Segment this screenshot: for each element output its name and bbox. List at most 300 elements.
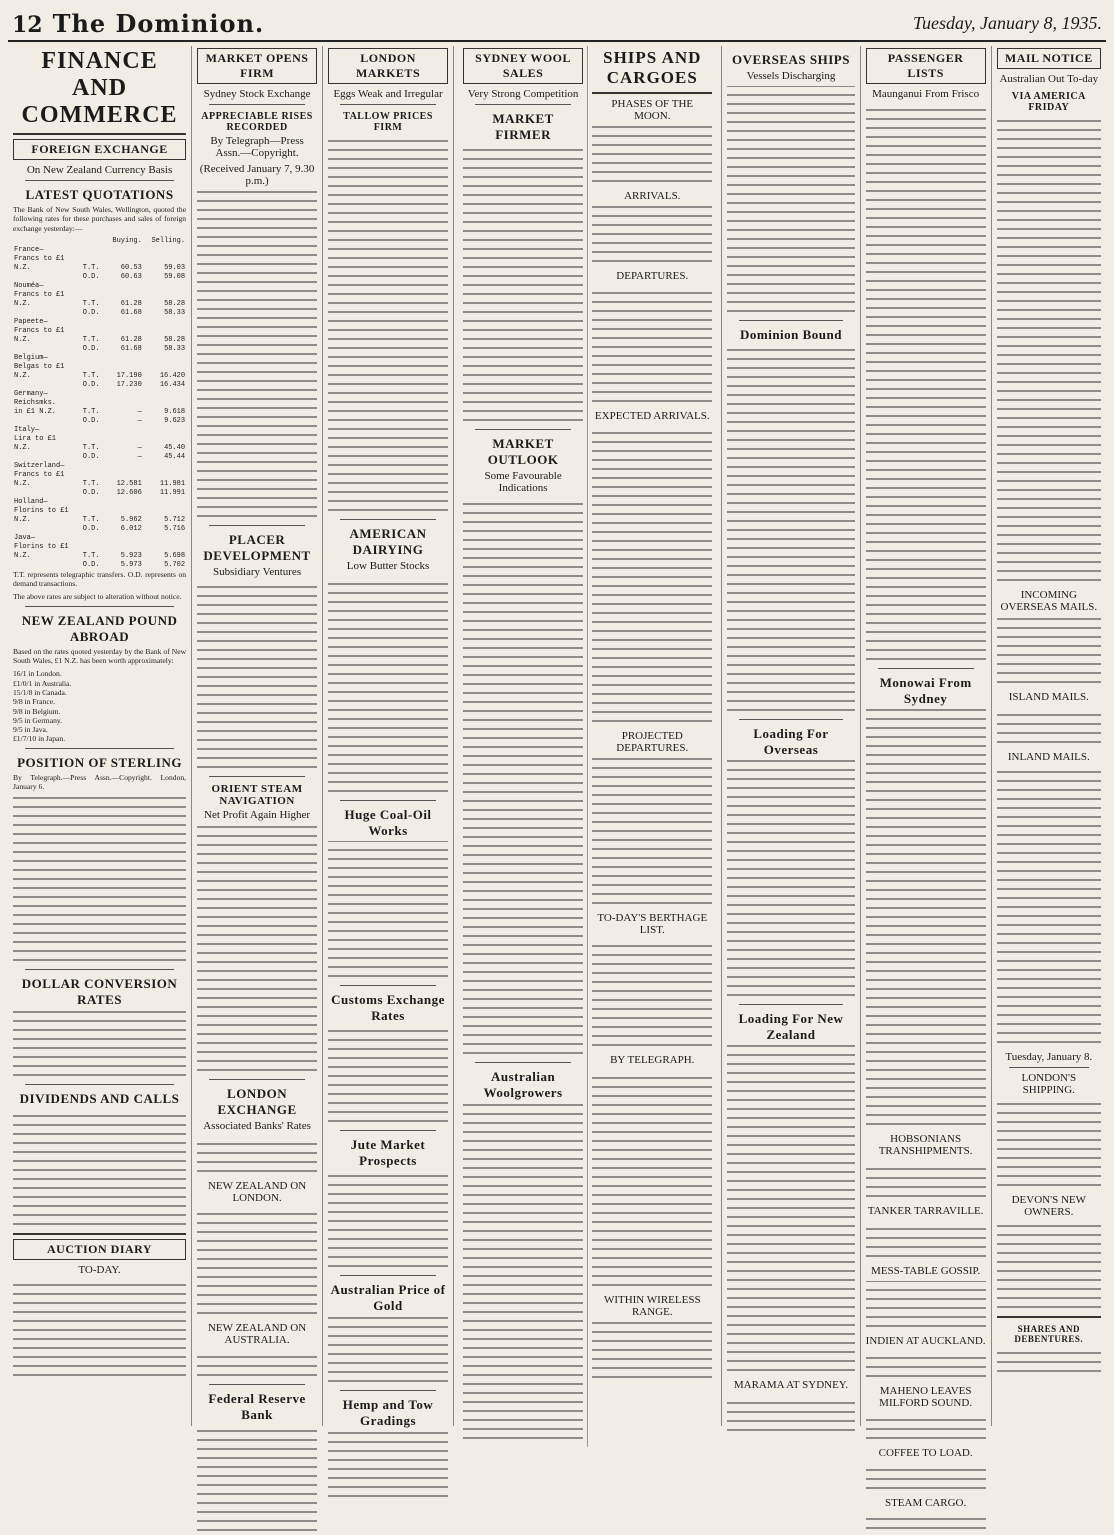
fx-cell: 5.712 — [164, 515, 186, 524]
fx-cell: Nouméa— — [14, 281, 44, 290]
fx-row — [13, 327, 186, 336]
tuesday-line: Tuesday, January 8. — [1005, 1051, 1093, 1063]
fx-cell: Francs to £1 — [14, 326, 65, 335]
dollar-title: DOLLAR CONVERSION RATES — [21, 976, 178, 1008]
fx-row — [13, 318, 186, 327]
fx-cell: 12.581 — [116, 479, 142, 488]
fx-row — [13, 417, 186, 426]
fx-cell — [143, 471, 186, 480]
fx-cell — [13, 309, 82, 318]
fx-cell: O.D. — [82, 560, 100, 569]
fx-cell: N.Z. — [14, 479, 31, 488]
marama-text — [727, 1395, 854, 1435]
fx-cell: O.D. — [82, 380, 100, 389]
fx-cell — [82, 399, 105, 408]
fx-cell: 6.012 — [120, 524, 142, 533]
federal-text — [197, 1425, 317, 1535]
placer-sub: Subsidiary Ventures — [213, 566, 302, 578]
fx-cell: — — [137, 443, 142, 452]
subcol-ships — [588, 46, 716, 1447]
via-america-title: VIA AMERICA FRIDAY — [1011, 91, 1086, 113]
expected-text — [592, 426, 712, 726]
departures-head: DEPARTURES. — [616, 270, 689, 282]
fx-cell — [105, 507, 143, 516]
fx-cell — [82, 534, 105, 543]
fx-cell: 5.716 — [164, 524, 186, 533]
column-market — [192, 46, 323, 1426]
fx-row — [13, 543, 186, 552]
fx-cell — [13, 489, 82, 498]
fx-row — [13, 282, 186, 291]
fx-row — [13, 435, 186, 444]
moon-table — [592, 126, 712, 186]
fx-row — [13, 552, 186, 561]
fx-cell — [82, 390, 105, 399]
fx-cell: O.D. — [82, 272, 100, 281]
indien-head: INDIEN AT AUCKLAND. — [865, 1335, 986, 1347]
telegraph-text — [592, 1070, 712, 1290]
fx-cell — [82, 246, 105, 255]
nz-aus-table — [197, 1350, 317, 1380]
fx-cell: Florins to £1 — [14, 506, 69, 515]
subcol-wool — [459, 46, 588, 1447]
departures-text — [592, 286, 712, 406]
fx-row — [13, 300, 186, 309]
fx-cell: France— — [14, 245, 44, 254]
dominion-bound-text — [727, 345, 854, 715]
fx-cell: 60.63 — [120, 272, 142, 281]
fx-cell — [143, 498, 186, 507]
column-london-markets — [323, 46, 454, 1426]
fx-row — [13, 462, 186, 471]
fx-row — [13, 336, 186, 345]
hemp-text — [328, 1431, 448, 1501]
nz-london-head: NEW ZEALAND ON LONDON. — [207, 1180, 307, 1204]
fx-subtitle: On New Zealand Currency Basis — [26, 164, 173, 176]
gossip-head: MESS-TABLE GOSSIP. — [871, 1265, 981, 1277]
auction-sub: TO-DAY. — [78, 1264, 121, 1277]
fx-row — [13, 372, 186, 381]
federal-title: Federal Reserve Bank — [208, 1391, 306, 1422]
sterling-title: POSITION OF STERLING — [17, 754, 182, 770]
fx-cell: N.Z. — [14, 443, 31, 452]
sterling-table — [13, 795, 186, 965]
overseas-sub: Vessels Discharging — [746, 70, 836, 82]
placer-title: PLACER DEVELOPMENT — [203, 532, 311, 563]
fx-cell: N.Z. — [14, 335, 31, 344]
loading-nz-text — [727, 1045, 854, 1375]
gold-title: Australian Price of Gold — [330, 1282, 446, 1313]
fx-cell: in £1 N.Z. — [14, 407, 57, 416]
issue-date: Tuesday, January 8, 1935. — [913, 12, 1102, 33]
dividends-title: DIVIDENDS AND CALLS — [19, 1091, 180, 1107]
fx-cell: Francs to £1 — [14, 470, 65, 479]
fx-cell — [105, 543, 143, 552]
fx-cell — [13, 561, 82, 570]
hemp-title: Hemp and Tow Gradings — [342, 1397, 434, 1428]
tallow-title: TALLOW PRICES FIRM — [343, 111, 433, 133]
fx-cell — [105, 318, 143, 327]
fx-cell: N.Z. — [14, 371, 31, 380]
fx-cell: T.T. — [82, 515, 100, 524]
fx-cell: 60.53 — [120, 263, 142, 272]
shipping-head: LONDON'S SHIPPING. — [1021, 1072, 1077, 1096]
customs-text — [328, 1026, 448, 1126]
fx-cell — [143, 318, 186, 327]
fx-cell — [105, 291, 143, 300]
fx-row — [13, 390, 186, 399]
fx-row — [13, 516, 186, 525]
auction-text — [13, 1280, 186, 1380]
loading-overseas-text — [727, 760, 854, 1000]
fx-cell: Italy— — [14, 425, 40, 434]
fx-cell — [105, 399, 143, 408]
fx-cell — [82, 291, 105, 300]
owners-head: DEVON'S NEW OWNERS. — [1011, 1194, 1086, 1218]
placer-text — [197, 582, 317, 772]
auction-title: AUCTION DIARY — [13, 1239, 186, 1260]
tanker-head: TANKER TARRAVILLE. — [867, 1205, 984, 1217]
column-mail — [992, 46, 1106, 1426]
wireless-text — [592, 1322, 712, 1382]
fx-cell — [143, 399, 186, 408]
berthage-head: TO-DAY'S BERTHAGE LIST. — [597, 912, 708, 936]
column-overseas-ships — [722, 46, 860, 1426]
fx-cell: 16.420 — [159, 371, 186, 380]
fx-cell — [143, 426, 186, 435]
woolgrowers-text — [463, 1103, 583, 1443]
fx-cell: 5.962 — [120, 515, 142, 524]
fx-cell: O.D. — [82, 452, 100, 461]
dairy-title: AMERICAN DAIRYING — [349, 526, 427, 557]
column-wool-ships — [454, 46, 722, 1426]
pound-item: 16/1 in London. — [13, 669, 62, 679]
fx-cell — [13, 273, 82, 282]
fx-row — [13, 363, 186, 372]
fx-cell: 5.698 — [164, 551, 186, 560]
hobsonians-head: HOBSONIANS TRANSHIPMENTS. — [878, 1133, 973, 1157]
fx-cell: 58.33 — [164, 308, 186, 317]
fx-cell: T.T. — [82, 263, 100, 272]
fx-cell: O.D. — [82, 524, 100, 533]
dominion-bound-title: Dominion Bound — [739, 327, 842, 342]
dairy-sub: Low Butter Stocks — [346, 560, 430, 572]
wool-title: SYDNEY WOOL SALES — [463, 48, 583, 84]
fx-cell: 5.702 — [164, 560, 186, 569]
london-exchange-sub: Associated Banks' Rates — [203, 1120, 311, 1132]
jute-title: Jute Market Prospects — [350, 1137, 426, 1168]
fx-cell: 11.981 — [159, 479, 186, 488]
fx-row — [13, 561, 186, 570]
latest-title: LATEST QUOTATIONS — [25, 187, 174, 202]
fx-cell — [105, 363, 143, 372]
fx-cell: Papeete— — [14, 317, 48, 326]
fx-cell — [13, 345, 82, 354]
fx-cell: Francs to £1 — [14, 290, 65, 299]
fx-cell — [82, 327, 105, 336]
wireless-head: WITHIN WIRELESS RANGE. — [603, 1294, 701, 1318]
mail-sub: Australian Out To-day — [999, 73, 1099, 85]
fx-cell — [105, 462, 143, 471]
fx-cell: — — [137, 452, 142, 461]
columns — [8, 46, 1106, 1509]
fx-cell: O.D. — [82, 488, 100, 497]
fx-row — [13, 246, 186, 255]
coal-oil-title: Huge Coal-Oil Works — [344, 807, 432, 838]
fx-cell: Florins to £1 — [14, 542, 69, 551]
fx-cell: Germany— — [14, 389, 48, 398]
fx-cell — [105, 534, 143, 543]
fx-cell: 17.190 — [116, 371, 142, 380]
fx-row — [13, 255, 186, 264]
inland-head: INLAND MAILS. — [1007, 751, 1090, 763]
shares-head: SHARES AND DEBENTURES. — [1014, 1324, 1084, 1344]
market-title: MARKET OPENS FIRM — [197, 48, 317, 84]
fx-row — [13, 345, 186, 354]
projected-text — [592, 758, 712, 908]
fx-table — [13, 237, 186, 570]
maheno-head: MAHENO LEAVES MILFORD SOUND. — [879, 1385, 973, 1409]
fx-row — [13, 309, 186, 318]
fx-cell — [13, 525, 82, 534]
fx-cell: Francs to £1 — [14, 254, 65, 263]
fx-cell: N.Z. — [14, 515, 31, 524]
fx-cell: T.T. — [82, 551, 100, 560]
passenger-sub: Maunganui From Frisco — [872, 88, 980, 100]
coffee-head: COFFEE TO LOAD. — [878, 1447, 973, 1459]
fx-cell — [13, 381, 82, 390]
rises-byline: By Telegraph—Press Assn.—Copyright. — [210, 135, 304, 159]
fx-cell: T.T. — [82, 299, 100, 308]
fx-cell — [105, 498, 143, 507]
fx-cell — [82, 282, 105, 291]
fx-cell: T.T. — [82, 443, 100, 452]
rises-title: APPRECIABLE RISES RECORDED — [201, 111, 313, 133]
pound-list — [13, 669, 186, 743]
fx-row — [13, 381, 186, 390]
fx-row — [13, 480, 186, 489]
masthead — [8, 6, 1106, 42]
fx-cell — [82, 318, 105, 327]
fx-note: T.T. represents telegraphic transfers. O.D. represents on demand transactions. — [13, 569, 187, 589]
orient-title: ORIENT STEAM NAVIGATION — [211, 783, 303, 807]
fx-row — [13, 291, 186, 300]
gold-text — [328, 1316, 448, 1386]
fx-cell: 61.68 — [120, 344, 142, 353]
marama-head: MARAMA AT SYDNEY. — [733, 1379, 849, 1391]
fx-cell: — — [137, 407, 142, 416]
fx-cell: 45.40 — [164, 443, 186, 452]
outlook-sub: Some Favourable Indications — [484, 470, 562, 494]
incoming-head: INCOMING OVERSEAS MAILS. — [1000, 589, 1098, 613]
fx-cell — [105, 354, 143, 363]
dairy-text — [328, 576, 448, 796]
fx-cell — [143, 534, 186, 543]
pound-item: 9/8 in France. — [13, 697, 55, 707]
fx-cell — [13, 417, 82, 426]
woolgrowers-title: Australian Woolgrowers — [483, 1069, 563, 1100]
fx-cell — [82, 507, 105, 516]
fx-cell: O.D. — [82, 344, 100, 353]
fx-row — [13, 507, 186, 516]
london-markets-title: LONDON MARKETS — [328, 48, 448, 84]
fx-cell: 61.28 — [120, 299, 142, 308]
fx-note-2: The above rates are subject to alteration without notice. — [13, 592, 182, 602]
fx-cell — [143, 354, 186, 363]
fx-cell — [105, 471, 143, 480]
orient-sub: Net Profit Again Higher — [204, 809, 311, 821]
fx-cell — [13, 453, 82, 462]
overseas-text — [727, 86, 854, 316]
nz-london-table — [197, 1208, 317, 1318]
fx-cell — [105, 255, 143, 264]
monowai-text — [866, 709, 986, 1129]
fx-cell — [143, 435, 186, 444]
fx-header-cell: Buying. — [112, 236, 142, 245]
dividends-text — [13, 1109, 186, 1229]
sterling-intro: By Telegraph.—Press Assn.—Copyright. London, January 6. — [13, 772, 187, 792]
pound-title: NEW ZEALAND POUND ABROAD — [21, 612, 178, 644]
fx-row — [13, 498, 186, 507]
pound-item: 9/8 in Belgium. — [13, 706, 61, 716]
paper-name: The Dominion. — [52, 8, 265, 38]
fx-cell: 5.923 — [120, 551, 142, 560]
pound-item: 9/5 in Java. — [13, 725, 48, 735]
coal-oil-text — [328, 841, 448, 981]
page-number: 12 — [12, 11, 43, 38]
fx-row — [13, 408, 186, 417]
berthage-text — [592, 940, 712, 1050]
pound-intro: Based on the rates quoted yesterday by the Bank of New South Wales, £1 N.Z. has been worth approximately: — [13, 646, 187, 666]
fx-cell: 17.230 — [116, 380, 142, 389]
fx-cell: 12.606 — [116, 488, 142, 497]
rises-received: (Received January 7, 9.30 p.m.) — [199, 163, 315, 187]
fx-cell: 5.973 — [120, 560, 142, 569]
pound-item: £1/7/10 in Japan. — [13, 734, 66, 744]
fx-cell: N.Z. — [14, 551, 31, 560]
fx-cell: T.T. — [82, 335, 100, 344]
customs-title: Customs Exchange Rates — [331, 992, 445, 1023]
fx-cell: Java— — [14, 533, 36, 542]
fx-cell — [143, 507, 186, 516]
dollar-text — [13, 1010, 186, 1080]
fx-title: FOREIGN EXCHANGE — [13, 139, 186, 160]
fx-row — [13, 273, 186, 282]
fx-cell — [105, 282, 143, 291]
fx-cell: T.T. — [82, 479, 100, 488]
fx-row — [13, 444, 186, 453]
telegraph-head: BY TELEGRAPH. — [610, 1054, 695, 1066]
fx-cell: 61.28 — [120, 335, 142, 344]
fx-cell: N.Z. — [14, 263, 31, 272]
fx-row — [13, 471, 186, 480]
fx-cell: — — [137, 416, 142, 425]
fx-cell: 9.618 — [164, 407, 186, 416]
fx-cell — [105, 435, 143, 444]
steam-head: STEAM CARGO. — [884, 1497, 967, 1509]
fx-header-cell — [13, 237, 82, 246]
fx-row — [13, 453, 186, 462]
fx-cell: 58.33 — [164, 344, 186, 353]
fx-cell: 9.623 — [164, 416, 186, 425]
mail-title: MAIL NOTICE — [997, 48, 1101, 69]
fx-cell — [143, 246, 186, 255]
moon-head: PHASES OF THE MOON. — [611, 98, 694, 122]
fx-cell: N.Z. — [14, 299, 31, 308]
london-exchange-title: LONDON EXCHANGE — [217, 1086, 297, 1117]
fx-cell: Lira to £1 — [14, 434, 57, 443]
fx-cell: Belgas to £1 — [14, 362, 65, 371]
fx-row — [13, 264, 186, 273]
fx-row — [13, 426, 186, 435]
fx-cell: 58.28 — [164, 335, 186, 344]
fx-cell — [105, 390, 143, 399]
fx-cell — [82, 543, 105, 552]
fx-row — [13, 489, 186, 498]
outlook-text — [463, 498, 583, 1058]
pound-item: 15/1/8 in Canada. — [13, 687, 67, 697]
market-sub: Sydney Stock Exchange — [203, 88, 311, 100]
fx-cell — [143, 543, 186, 552]
fx-cell — [105, 426, 143, 435]
fx-cell: T.T. — [82, 407, 100, 416]
fx-header-cell — [82, 237, 105, 246]
mail-text — [997, 115, 1101, 585]
arrivals-head: ARRIVALS. — [624, 190, 681, 202]
monowai-title: Monowai From Sydney — [879, 675, 972, 706]
column-finance — [8, 46, 192, 1426]
fx-cell: Holland— — [14, 497, 48, 506]
overseas-title: OVERSEAS SHIPS — [732, 52, 850, 67]
fx-cell: Belgium— — [14, 353, 48, 362]
fx-cell — [143, 327, 186, 336]
fx-cell: 61.68 — [120, 308, 142, 317]
fx-cell: 11.991 — [159, 488, 186, 497]
fx-cell — [143, 363, 186, 372]
projected-head: PROJECTED DEPARTURES. — [616, 730, 689, 754]
fx-cell: 59.08 — [164, 272, 186, 281]
fx-cell — [82, 426, 105, 435]
fx-cell — [82, 462, 105, 471]
latest-intro: The Bank of New South Wales, Wellington, quoted the following rates for these purchases and sales of foreign exchange yesterday:— — [13, 205, 187, 233]
fx-cell: 45.44 — [164, 452, 186, 461]
fx-cell: 59.03 — [164, 263, 186, 272]
fx-row — [13, 525, 186, 534]
fx-cell — [143, 291, 186, 300]
fx-row — [13, 399, 186, 408]
fx-header-cell: Selling. — [151, 236, 186, 245]
fx-row — [13, 534, 186, 543]
ships-banner: SHIPS AND CARGOES — [603, 48, 702, 87]
nz-aus-head: NEW ZEALAND ON AUSTRALIA. — [207, 1322, 307, 1346]
fx-cell: Switzerland— — [14, 461, 65, 470]
fx-cell — [82, 255, 105, 264]
expected-head: EXPECTED ARRIVALS. — [594, 410, 710, 422]
maunganui-text — [866, 104, 986, 664]
section-banner: FINANCE AND COMMERCE — [21, 48, 178, 128]
fx-cell: O.D. — [82, 416, 100, 425]
fx-cell: 58.28 — [164, 299, 186, 308]
london-markets-sub: Eggs Weak and Irregular — [333, 88, 443, 100]
fx-cell — [105, 327, 143, 336]
fx-cell: O.D. — [82, 308, 100, 317]
firmer-text — [463, 145, 583, 425]
fx-cell: 16.434 — [159, 380, 186, 389]
fx-cell — [143, 255, 186, 264]
fx-cell — [82, 435, 105, 444]
island-head: ISLAND MAILS. — [1008, 691, 1089, 703]
jute-text — [328, 1171, 448, 1271]
